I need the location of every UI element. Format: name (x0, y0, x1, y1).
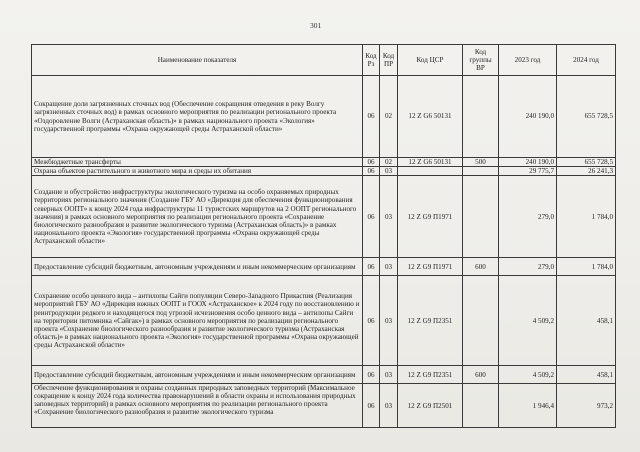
row-vr: 600 (463, 366, 499, 384)
row-pr: 02 (380, 158, 398, 167)
row-name: Создание и обустройство инфраструктуры экологического туризма на особо охраняемых природных территориях регионального значения (Создание ГБУ АО «Дирекция для обеспечения функционирования северных ООПТ» к концу 2024 года инфраструктуры 11 туристских маршрутов на 2 ООПТ регионального значения) в рамках основного мероприятия по реализации регионального проекта «Сохранение биологического разнообразия и развитие экологического туризма (Астраханская область)» в рамках национального проекта «Экология» государственной программы «Охрана окружающей среды Астраханской области» (32, 176, 363, 258)
row-vr (463, 167, 499, 176)
row-2024: 973,2 (557, 384, 616, 428)
row-2023: 4 509,2 (499, 366, 557, 384)
row-rz: 06 (363, 76, 380, 158)
row-csr (398, 167, 463, 176)
row-pr: 03 (380, 384, 398, 428)
row-name: Охрана объектов растительного и животного мира и среды их обитания (32, 167, 363, 176)
row-pr: 03 (380, 276, 398, 366)
budget-table (31, 44, 616, 428)
table-row (32, 176, 616, 258)
row-name: Предоставление субсидий бюджетным, автономным учреждениям и иным некоммерческим организациям (32, 258, 363, 276)
row-2024: 26 241,3 (557, 167, 616, 176)
row-rz: 06 (363, 366, 380, 384)
table-row (32, 384, 616, 428)
row-2023: 4 509,2 (499, 276, 557, 366)
row-pr: 02 (380, 76, 398, 158)
row-name: Сохранение особо ценного вида – антилопы Сайги популяции Северо-Западного Прикаспия (Реализация мероприятий ГБУ АО «Дирекция южных ООПТ и ГООХ «Астраханское» к 2024 году по восстановлению и реинтродукции редкого и находящегося под угрозой исчезновения особо ценного вида – антилопы Сайги на территории питомника «Сайгак») в рамках основного мероприятия по реализации регионального проекта «Сохранение биологического разнообразия и развитие экологического туризма (Астраханская область)» в рамках национального проекта «Экология» государственной программы «Охрана окружающей среды Астраханской области» (32, 276, 363, 366)
row-name: Обеспечение функционирования и охраны созданных природных заповедных территорий (Максимальное сокращение к концу 2024 года количества правонарушений в области охраны и использования природных заповедных территорий) в рамках основного мероприятия по реализации регионального проекта «Сохранение биологического разнообразия и развитие экологического туризма (32, 384, 363, 428)
row-csr: 12 Z G6 50131 (398, 76, 463, 158)
header-pr: Код ПР (380, 45, 398, 76)
row-pr: 03 (380, 366, 398, 384)
row-2024: 458,1 (557, 366, 616, 384)
row-rz: 06 (363, 384, 380, 428)
row-csr: 12 Z G9 П2351 (398, 366, 463, 384)
row-2024: 655 728,5 (557, 158, 616, 167)
row-pr: 03 (380, 167, 398, 176)
row-vr (463, 384, 499, 428)
row-pr: 03 (380, 176, 398, 258)
row-csr: 12 Z G6 50131 (398, 158, 463, 167)
header-name: Наименование показателя (32, 45, 363, 76)
row-name: Сокращение доли загрязненных сточных вод (Обеспечение сокращения отведения в реку Волгу загрязненных сточных вод) в рамках основного мероприятия по реализации регионального проекта «Оздоровление Волги (Астраханская область)» в рамках национального проекта «Экология» государственной программы «Охрана окружающей среды Астраханской области» (32, 76, 363, 158)
row-rz: 06 (363, 176, 380, 258)
row-2023: 279,0 (499, 258, 557, 276)
table-row (32, 158, 616, 167)
header-csr: Код ЦСР (398, 45, 463, 76)
row-csr: 12 Z G9 П2351 (398, 276, 463, 366)
row-2023: 29 775,7 (499, 167, 557, 176)
row-name: Межбюджетные трансферты (32, 158, 363, 167)
row-2024: 655 728,5 (557, 76, 616, 158)
row-vr: 500 (463, 158, 499, 167)
row-2024: 1 784,0 (557, 258, 616, 276)
table-row (32, 366, 616, 384)
row-2024: 1 784,0 (557, 176, 616, 258)
table-row (32, 258, 616, 276)
row-vr: 600 (463, 258, 499, 276)
table-row (32, 276, 616, 366)
row-vr (463, 176, 499, 258)
header-2023: 2023 год (499, 45, 557, 76)
row-pr: 03 (380, 258, 398, 276)
table-row (32, 76, 616, 158)
header-rz: Код Рз (363, 45, 380, 76)
row-vr (463, 76, 499, 158)
row-2023: 240 190,0 (499, 76, 557, 158)
header-vr: Код группы ВР (463, 45, 499, 76)
row-rz: 06 (363, 276, 380, 366)
row-rz: 06 (363, 167, 380, 176)
row-2024: 458,1 (557, 276, 616, 366)
row-rz: 06 (363, 258, 380, 276)
row-name: Предоставление субсидий бюджетным, автономным учреждениям и иным некоммерческим организациям (32, 366, 363, 384)
row-csr: 12 Z G9 П2501 (398, 384, 463, 428)
row-csr: 12 Z G9 П1971 (398, 176, 463, 258)
row-csr: 12 Z G9 П1971 (398, 258, 463, 276)
row-2023: 279,0 (499, 176, 557, 258)
page-number: 301 (310, 21, 322, 30)
row-rz: 06 (363, 158, 380, 167)
row-2023: 1 946,4 (499, 384, 557, 428)
row-2023: 240 190,0 (499, 158, 557, 167)
table-header-row (32, 45, 616, 76)
header-2024: 2024 год (557, 45, 616, 76)
table-row (32, 167, 616, 176)
row-vr (463, 276, 499, 366)
